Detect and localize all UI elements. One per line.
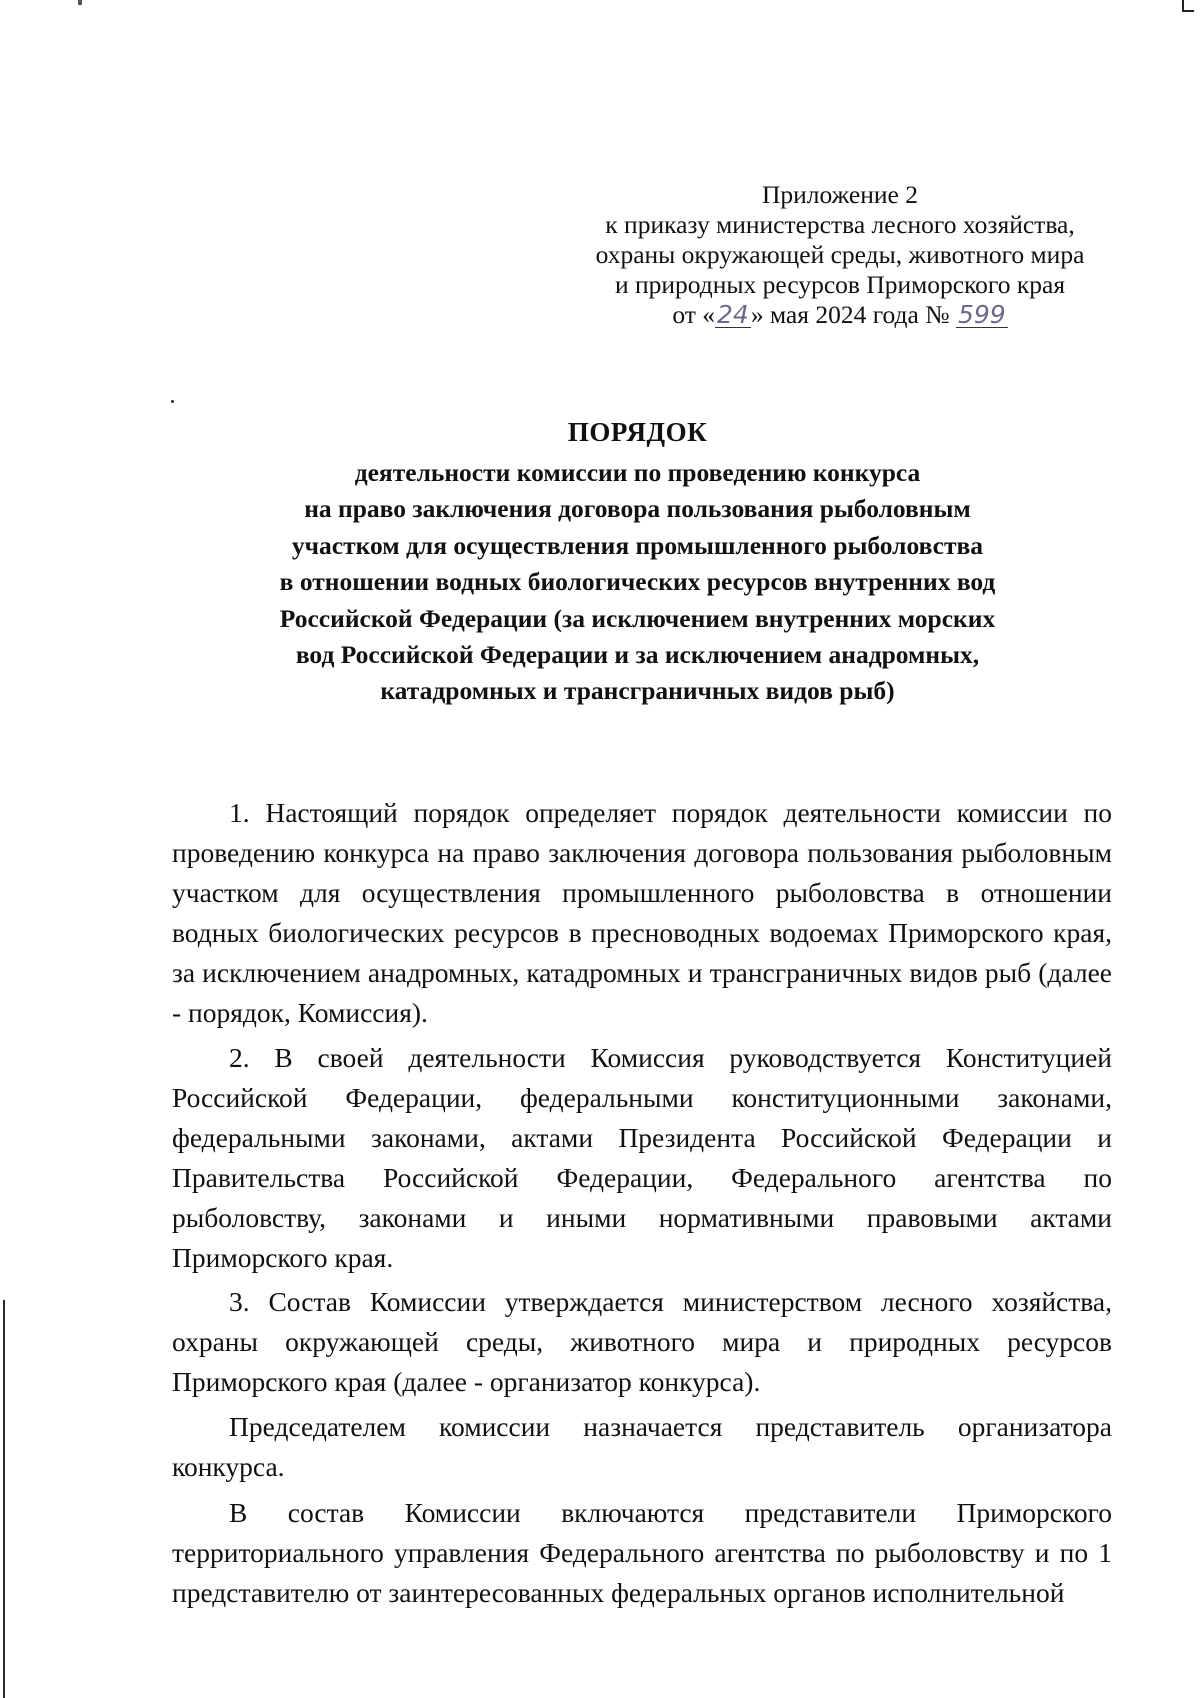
scan-corner-mark <box>1182 0 1194 12</box>
scan-artifact <box>78 0 82 5</box>
appendix-block <box>560 180 1120 330</box>
title-line: на право заключения договора пользования рыболовным <box>304 494 971 524</box>
paragraph-3: 3. Состав Комиссии утверждается министерством лесного хозяйства, охраны окружающей среды, животного мира и природных ресурсов Приморского края (далее - организатор конкурса). <box>172 1286 1112 1397</box>
appendix-line-2: к приказу министерства лесного хозяйства, <box>605 210 1075 239</box>
paragraph-1: 1. Настоящий порядок определяет порядок деятельности комиссии по проведению конкурса на право заключения договора пользования рыболовным участком для осуществления промышленного рыболовства в отношении водных биологических ресурсов в пресноводных водоемах Приморского края, за исключением анадромных, катадромных и трансграничных видов рыб (далее - порядок, Комиссия). <box>172 797 1112 1028</box>
appendix-date-line <box>560 300 1120 330</box>
date-middle: » мая 2024 года № <box>750 300 950 329</box>
date-prefix: от « <box>672 300 716 329</box>
paragraph-composition: В состав Комиссии включаются представители Приморского территориального управления Федерального агентства по рыболовству и по 1 представителю от заинтересованных федеральных органов исполнительной <box>172 1496 1112 1608</box>
document-title <box>170 415 1105 710</box>
title-line: участком для осуществления промышленного рыболовства <box>291 530 984 560</box>
appendix-line-1: Приложение 2 <box>762 180 918 209</box>
title-line: деятельности комиссии по проведению конкурса <box>354 458 921 487</box>
title-line: Российской Федерации (за исключением внутренних морских <box>279 603 996 633</box>
scan-edge-line <box>3 1300 5 1698</box>
title-line: катадромных и трансграничных видов рыб) <box>380 676 895 706</box>
appendix-line-4: и природных ресурсов Приморского края <box>614 270 1066 299</box>
title-main: ПОРЯДОК <box>567 417 708 447</box>
paragraph-2: 2. В своей деятельности Комиссия руководствуется Конституцией Российской Федерации, федеральными конституционными законами, федеральными законами, актами Президента Российской Федерации и Правительства Российской Федерации, Федерального агентства по рыболовству, законами и иными нормативными правовыми актами Приморского края. <box>172 1041 1112 1273</box>
paragraph-chairman: Председателем комиссии назначается представитель организатора конкурса. <box>172 1410 1112 1482</box>
appendix-line-3: охраны окружающей среды, животного мира <box>595 240 1085 269</box>
document-body <box>172 793 1112 1617</box>
scan-dot <box>171 400 174 403</box>
handwritten-day: 24 <box>717 300 749 329</box>
title-line: вод Российской Федерации и за исключением анадромных, <box>295 640 980 670</box>
handwritten-order-number: 599 <box>957 300 1006 329</box>
title-line: в отношении водных биологических ресурсов внутренних вод <box>279 567 996 597</box>
